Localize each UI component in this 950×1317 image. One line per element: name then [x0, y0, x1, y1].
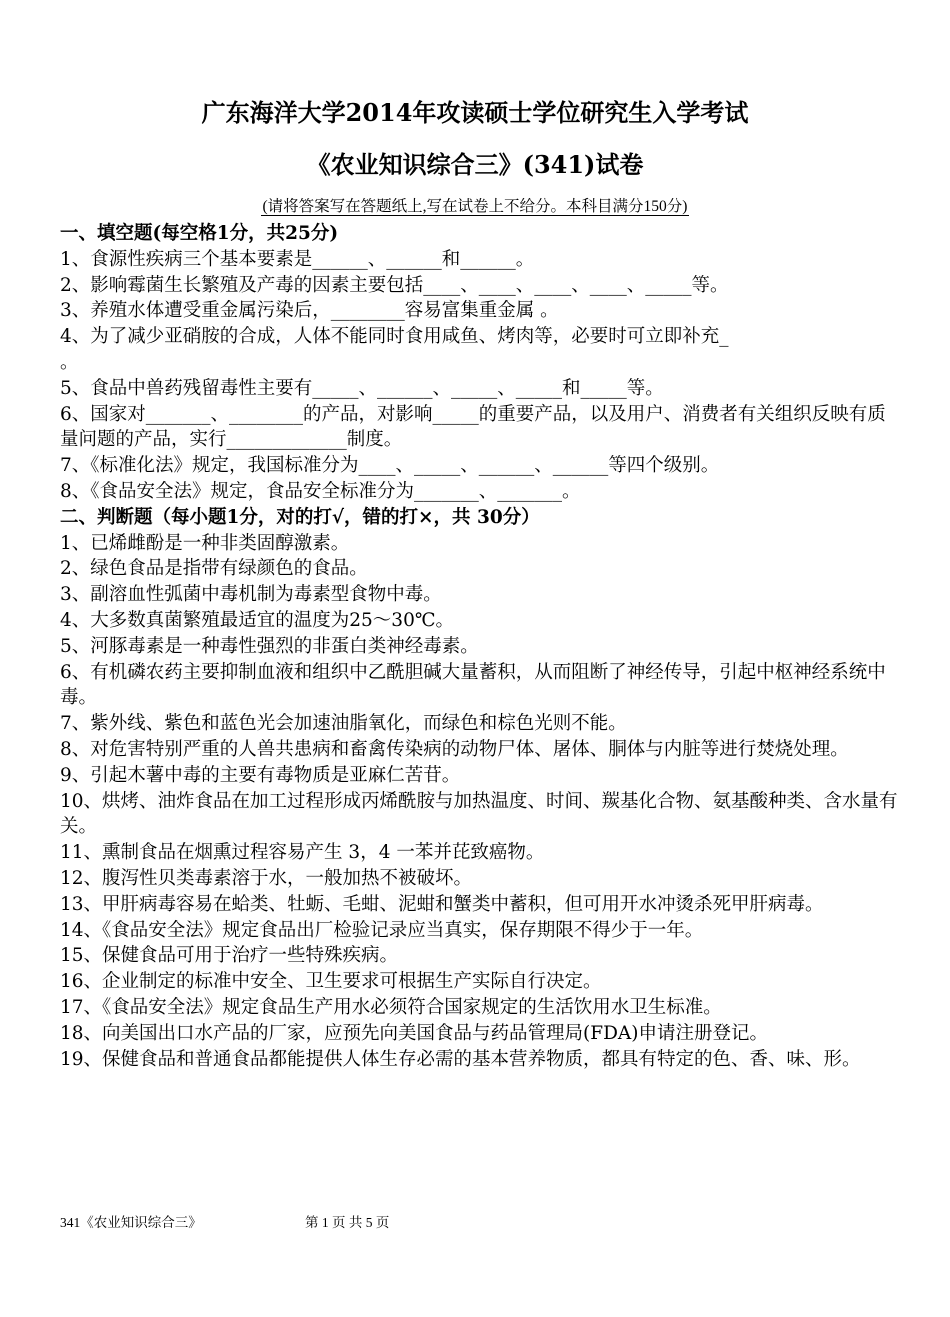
question-item: 2、绿色食品是指带有绿颜色的食品。 [60, 558, 368, 580]
question-item: 1、已烯雌酚是一种非类固醇激素。 [60, 532, 350, 554]
question-item: 3、副溶血性弧菌中毒机制为毒素型食物中毒。 [60, 584, 442, 606]
subject-title: 《农业知识综合三》(341)试卷 [306, 150, 644, 179]
question-item: 3、养殖水体遭受重金属污染后，________容易富集重金属 。 [60, 300, 559, 322]
page-footer [60, 1214, 560, 1232]
question-item: 17、《食品安全法》规定食品生产用水必须符合国家规定的生活饮用水卫生标准。 [60, 996, 722, 1018]
question-item: 6、国家对_______、________的产品，对影响_____的重要产品，以及用户、消费者有关组织反映有质量问题的产品，实行_____________制度。 [60, 403, 886, 451]
question-item: 8、对危害特别严重的人兽共患病和畜禽传染病的动物尸体、屠体、胴体与内脏等进行焚烧处理。 [60, 738, 849, 760]
question-item: 2、影响霉菌生长繁殖及产毒的因素主要包括____、____、____、____、_____等。 [60, 274, 729, 296]
section-heading-fill-in: 一、填空题(每空格1分，共25分) [60, 223, 339, 244]
footer-subject: 341《农业知识综合三》 [60, 1215, 202, 1230]
question-item: 5、河豚毒素是一种毒性强烈的非蛋白类神经毒素。 [60, 635, 479, 657]
section-heading-true-false: 二、判断题（每小题1分，对的打√，错的打×，共 30分） [60, 506, 540, 528]
question-item: 6、有机磷农药主要抑制血液和组织中乙酰胆碱大量蓄积，从而阻断了神经传导，引起中枢神经系统中毒。 [60, 661, 886, 709]
question-item: 7、《标准化法》规定，我国标准分为____、_____、______、______等四个级别。 [60, 455, 720, 477]
question-item: 7、紫外线、紫色和蓝色光会加速油脂氧化，而绿色和棕色光则不能。 [60, 713, 627, 735]
question-item: 5、食品中兽药残留毒性主要有_____、______、_____、_____和_____等。 [60, 377, 664, 399]
question-item: 13、甲肝病毒容易在蛤类、牡蛎、毛蚶、泥蚶和蟹类中蓄积，但可用开水冲烫杀死甲肝病毒。 [60, 893, 824, 915]
question-item: 12、腹泻性贝类毒素溶于水，一般加热不被破坏。 [60, 867, 473, 889]
question-item: 15、保健食品可用于治疗一些特殊疾病。 [60, 945, 399, 967]
question-item: 8、《食品安全法》规定，食品安全标准分为_______、_______。 [60, 480, 581, 502]
question-item: 。 [60, 351, 79, 373]
question-item: 4、为了减少亚硝胺的合成，人体不能同时食用咸鱼、烤肉等，必要时可立即补充_ [60, 326, 729, 348]
question-item: 14、《食品安全法》规定食品出厂检验记录应当真实，保存期限不得少于一年。 [60, 919, 704, 941]
instruction-note [0, 197, 950, 217]
question-item: 16、企业制定的标准中安全、卫生要求可根据生产实际自行决定。 [60, 971, 602, 993]
question-item: 11、熏制食品在烟熏过程容易产生 3，4 一苯并芘致癌物。 [60, 842, 545, 864]
instruction-note-text: (请将答案写在答题纸上,写在试卷上不给分。本科目满分150分) [262, 198, 688, 215]
exam-title: 广东海洋大学2014年攻读硕士学位研究生入学考试 [201, 98, 749, 127]
question-item: 19、保健食品和普通食品都能提供人体生存必需的基本营养物质，都具有特定的色、香、味、形。 [60, 1048, 861, 1070]
question-item: 4、大多数真菌繁殖最适宜的温度为25～30℃。 [60, 609, 455, 631]
question-item: 18、向美国出口水产品的厂家，应预先向美国食品与药品管理局(FDA)申请注册登记。 [60, 1022, 769, 1044]
question-item: 9、引起木薯中毒的主要有毒物质是亚麻仁苦苷。 [60, 764, 461, 786]
footer-page-number: 第 1 页 共 5 页 [305, 1215, 390, 1230]
question-item: 10、烘烤、油炸食品在加工过程形成丙烯酰胺与加热温度、时间、羰基化合物、氨基酸种类、含水量有关。 [60, 790, 898, 838]
question-body [60, 221, 898, 1072]
question-item: 1、食源性疾病三个基本要素是______、______和______。 [60, 248, 535, 270]
